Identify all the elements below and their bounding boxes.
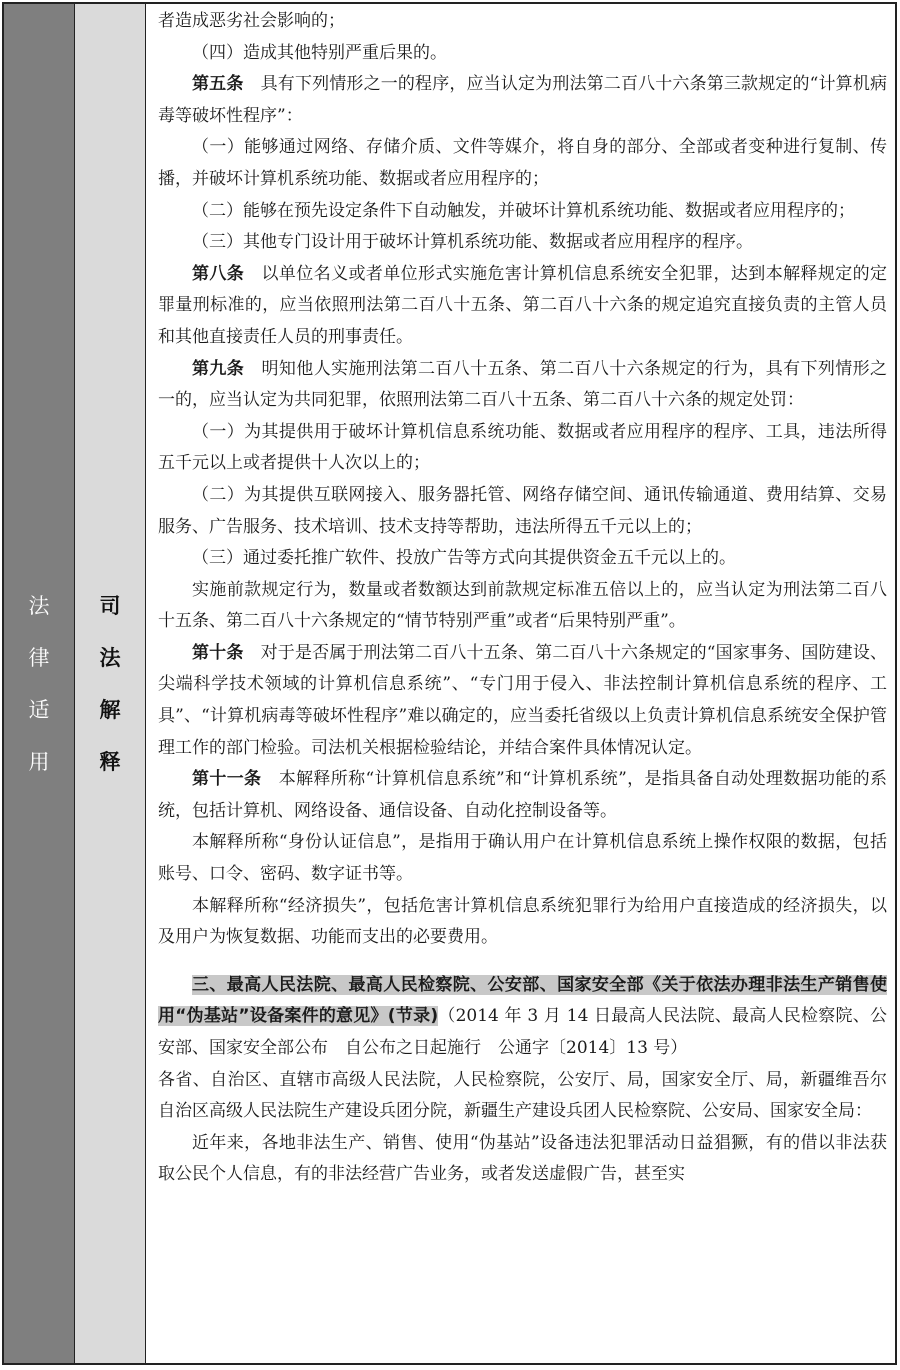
article-number: 第十条 <box>192 642 244 663</box>
subcategory-char: 解 <box>99 697 121 722</box>
addressee <box>158 1065 887 1128</box>
article-paragraph <box>158 638 887 764</box>
category-char: 用 <box>28 749 50 774</box>
paragraph <box>158 827 887 890</box>
paragraph-text: （三）通过委托推广软件、投放广告等方式向其提供资金五千元以上的。 <box>192 548 736 569</box>
paragraph-text: 近年来，各地非法生产、销售、使用“伪基站”设备违法犯罪活动日益猖獗，有的借以非法获取公民个人信息，有的非法经营广告业务，或者发送虚假广告，甚至实 <box>158 1132 887 1185</box>
paragraph-text: （三）其他专门设计用于破坏计算机系统功能、数据或者应用程序的程序。 <box>192 232 753 253</box>
category-column <box>4 4 75 1363</box>
article-number: 第八条 <box>192 263 245 284</box>
paragraph <box>158 575 887 638</box>
paragraph-text: 本解释所称“计算机信息系统”和“计算机系统”，是指具备自动处理数据功能的系统，包括计算机、网络设备、通信设备、自动化控制设备等。 <box>158 769 887 821</box>
addressee-text: 各省、自治区、直辖市高级人民法院，人民检察院，公安厅、局，国家安全厅、局，新疆维吾尔自治区高级人民法院生产建设兵团分院，新疆生产建设兵团人民检察院、公安局、国家安全局： <box>158 1069 887 1122</box>
article-paragraph <box>158 69 887 132</box>
subcategory-char: 法 <box>99 645 121 670</box>
subcategory-char: 司 <box>99 593 121 618</box>
article-number: 第十一条 <box>192 769 262 790</box>
content-column <box>146 4 895 1363</box>
paragraph-text: 本解释所称“经济损失”，包括危害计算机信息系统犯罪行为给用户直接造成的经济损失，以及用户为恢复数据、功能而支出的必要费用。 <box>158 895 887 948</box>
paragraph-text: 本解释所称“身份认证信息”，是指用于确认用户在计算机信息系统上操作权限的数据，包括账号、口令、密码、数字证书等。 <box>158 832 887 885</box>
article-paragraph <box>158 259 887 354</box>
category-char: 适 <box>28 697 50 722</box>
article-paragraph <box>158 354 887 417</box>
paragraph <box>158 6 887 38</box>
article-number: 第九条 <box>192 358 245 379</box>
subcategory-column <box>75 4 146 1363</box>
paragraph <box>158 891 887 954</box>
article-paragraph <box>158 764 887 827</box>
paragraph-text: 以单位名义或者单位形式实施危害计算机信息系统安全犯罪，达到本解释规定的定罪量刑标准的，应当依照刑法第二百八十五条、第二百八十六条的规定追究直接负责的主管人员和其他直接责任人员的刑事责任。 <box>158 263 888 347</box>
paragraph <box>158 480 887 543</box>
paragraph-text: 明知他人实施刑法第二百八十五条、第二百八十六条规定的行为，具有下列情形之一的，应当认定为共同犯罪，依照刑法第二百八十五条、第二百八十六条的规定处罚： <box>158 358 888 411</box>
table-frame <box>2 2 897 1365</box>
section-note: （2014 年 3 月 14 日最高人民法院、最高人民检察院、公安部、国家安全部公布 自公布之日起施行 公通字〔2014〕13 号） <box>158 1006 887 1058</box>
article-number: 第五条 <box>192 74 244 95</box>
section-title: 三、最高人民法院、最高人民检察院、公安部、国家安全部《关于依法办理非法生产销售使用“伪基站”设备案件的意见》(节录) <box>158 974 887 1027</box>
paragraph <box>158 227 887 259</box>
paragraph-text: （一）能够通过网络、存储介质、文件等媒介，将自身的部分、全部或者变种进行复制、传播，并破坏计算机系统功能、数据或者应用程序的； <box>158 137 887 189</box>
paragraph <box>158 38 887 70</box>
paragraph-text: 具有下列情形之一的程序，应当认定为刑法第二百八十六条第三款规定的“计算机病毒等破坏性程序”： <box>158 74 887 126</box>
subcategory-char: 释 <box>99 749 121 774</box>
category-char: 律 <box>28 645 50 670</box>
category-char: 法 <box>28 593 50 618</box>
section-heading <box>158 970 887 1065</box>
paragraph-text: （二）能够在预先设定条件下自动触发，并破坏计算机系统功能、数据或者应用程序的； <box>192 200 855 221</box>
category-label <box>29 591 50 777</box>
paragraph-text: 者造成恶劣社会影响的； <box>158 11 345 31</box>
paragraph <box>158 543 887 575</box>
paragraph-text: 对于是否属于刑法第二百八十五条、第二百八十六条规定的“国家事务、国防建设、尖端科学技术领域的计算机信息系统”、“专门用于侵入、非法控制计算机信息系统的程序、工具”、“计算机病毒等破坏性程序”难以确定的，应当委托省级以上负责计算机信息系统安全保护管理工作的部门检验。司法机关根据检验结论，并结合案件具体情况认定。 <box>158 642 887 758</box>
paragraph <box>158 1128 887 1191</box>
paragraph <box>158 417 887 480</box>
paragraph <box>158 196 887 228</box>
paragraph-text: 实施前款规定行为，数量或者数额达到前款规定标准五倍以上的，应当认定为刑法第二百八十五条、第二百八十六条规定的“情节特别严重”或者“后果特别严重”。 <box>158 579 887 632</box>
paragraph <box>158 132 887 195</box>
subcategory-label <box>100 591 121 777</box>
paragraph-text: （二）为其提供互联网接入、服务器托管、网络存储空间、通讯传输通道、费用结算、交易服务、广告服务、技术培训、技术支持等帮助，违法所得五千元以上的； <box>158 484 887 537</box>
paragraph-text: （四）造成其他特别严重后果的。 <box>192 42 447 63</box>
paragraph-text: （一）为其提供用于破坏计算机信息系统功能、数据或者应用程序的程序、工具，违法所得五千元以上或者提供十人次以上的； <box>158 421 887 474</box>
